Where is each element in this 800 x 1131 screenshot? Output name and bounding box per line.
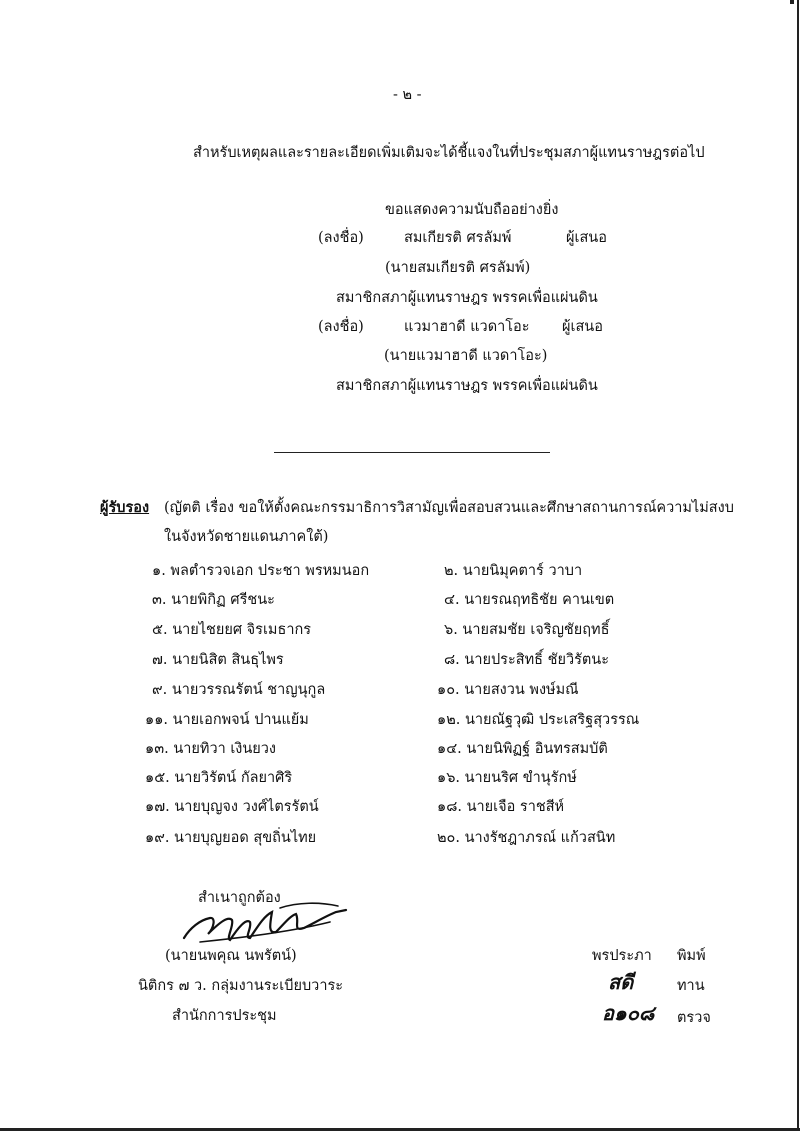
proofreader-role: ทาน <box>677 978 705 994</box>
endorser-left-10: ๑๙. นายบุญยอด สุขถิ่นไทย <box>145 830 317 846</box>
endorser-right-3: ๖. นายสมชัย เจริญชัยฤทธิ์ <box>444 622 610 638</box>
intro-paragraph: สำหรับเหตุผลและรายละเอียดเพิ่มเติมจะได้ชี้แจงในที่ประชุมสภาผู้แทนราษฎรต่อไป <box>193 145 705 161</box>
endorser-left-2: ๓. นายพิกิฏ ศรีชนะ <box>152 592 275 608</box>
endorsers-heading: ผู้รับรอง <box>100 499 150 516</box>
endorser-right-9: ๑๘. นายเจือ ราชสีห์ <box>437 799 565 815</box>
motion-title-line-1: (ญัตติ เรื่อง ขอให้ตั้งคณะกรรมาธิการวิสามัญเพื่อสอบสวนและศึกษาสถานการณ์ความไม่สงบ <box>164 500 734 516</box>
endorser-left-1: ๑. พลตำรวจเอก ประชา พรหมนอก <box>152 563 370 579</box>
endorser-right-6: ๑๒. นายณัฐวุฒิ ประเสริฐสุวรรณ <box>437 712 640 728</box>
proposer-1-role: ผู้เสนอ <box>566 230 607 246</box>
endorser-right-4: ๘. นายประสิทธิ์ ชัยวิรัตนะ <box>444 652 609 668</box>
section-divider <box>274 452 550 453</box>
endorser-left-4: ๗. นายนิสิต สินธุไพร <box>152 652 284 668</box>
endorser-right-5: ๑๐. นายสงวน พงษ์มณี <box>437 682 579 698</box>
certifier-office: สำนักการประชุม <box>172 1008 277 1024</box>
endorser-right-8: ๑๖. นายนริศ ขำนุรักษ์ <box>437 770 577 786</box>
handwritten-signature <box>180 898 350 950</box>
checker-initials: อ๑๐๘ <box>602 1001 655 1025</box>
proposer-2-role: ผู้เสนอ <box>562 319 603 335</box>
proposer-1-position: สมาชิกสภาผู้แทนราษฎร พรรคเพื่อแผ่นดิน <box>336 290 598 306</box>
endorser-right-1: ๒. นายนิมุคตาร์ วาบา <box>444 563 583 579</box>
endorser-left-9: ๑๗. นายบุญจง วงศ์ไตรรัตน์ <box>145 799 319 815</box>
endorser-left-5: ๙. นายวรรณรัตน์ ชาญนุกูล <box>152 682 326 698</box>
certified-copy-label: สำเนาถูกต้อง <box>198 890 281 906</box>
proposer-2-full-name: (นายแวมาฮาดี แวดาโอะ) <box>384 348 548 364</box>
typist-name: พรประภา <box>592 948 652 964</box>
page-number: - ๒ - <box>393 87 422 103</box>
proposer-2-position: สมาชิกสภาผู้แทนราษฎร พรรคเพื่อแผ่นดิน <box>336 378 598 394</box>
endorser-left-7: ๑๓. นายทิวา เงินยวง <box>145 741 277 757</box>
endorser-left-6: ๑๑. นายเอกพจน์ ปานแย้ม <box>145 712 309 728</box>
closing-salutation: ขอแสดงความนับถืออย่างยิ่ง <box>385 202 559 218</box>
typist-role: พิมพ์ <box>677 948 706 964</box>
checker-role: ตรวจ <box>677 1010 711 1026</box>
proposer-1-sign-prefix: (ลงชื่อ) <box>318 230 364 246</box>
certifier-title: นิติกร ๗ ว. กลุ่มงานระเบียบวาระ <box>138 978 344 994</box>
endorser-right-7: ๑๔. นายนิพิฏฐ์ อินทรสมบัติ <box>437 741 608 757</box>
endorser-right-2: ๔. นายรณฤทธิชัย คานเขต <box>444 592 615 608</box>
scan-right-edge <box>797 0 799 1131</box>
certifier-name: (นายนพคุณ นพรัตน์) <box>165 948 297 964</box>
proposer-2-signature: แวมาฮาดี แวดาโอะ <box>404 319 530 335</box>
endorser-left-8: ๑๕. นายวิรัตน์ กัลยาศิริ <box>145 770 293 786</box>
endorser-left-3: ๕. นายไชยยศ จิรเมธากร <box>152 622 312 638</box>
endorser-right-10: ๒๐. นางรัชฎาภรณ์ แก้วสนิท <box>437 830 616 846</box>
proofreader-initials: สดี <box>608 970 634 994</box>
proposer-1-signature: สมเกียรติ ศรลัมพ์ <box>404 230 512 246</box>
motion-title-line-2: ในจังหวัดชายแดนภาคใต้) <box>164 529 329 545</box>
proposer-1-full-name: (นายสมเกียรติ ศรลัมพ์) <box>385 260 531 276</box>
proposer-2-sign-prefix: (ลงชื่อ) <box>318 319 364 335</box>
scan-corner-mark <box>790 0 794 4</box>
